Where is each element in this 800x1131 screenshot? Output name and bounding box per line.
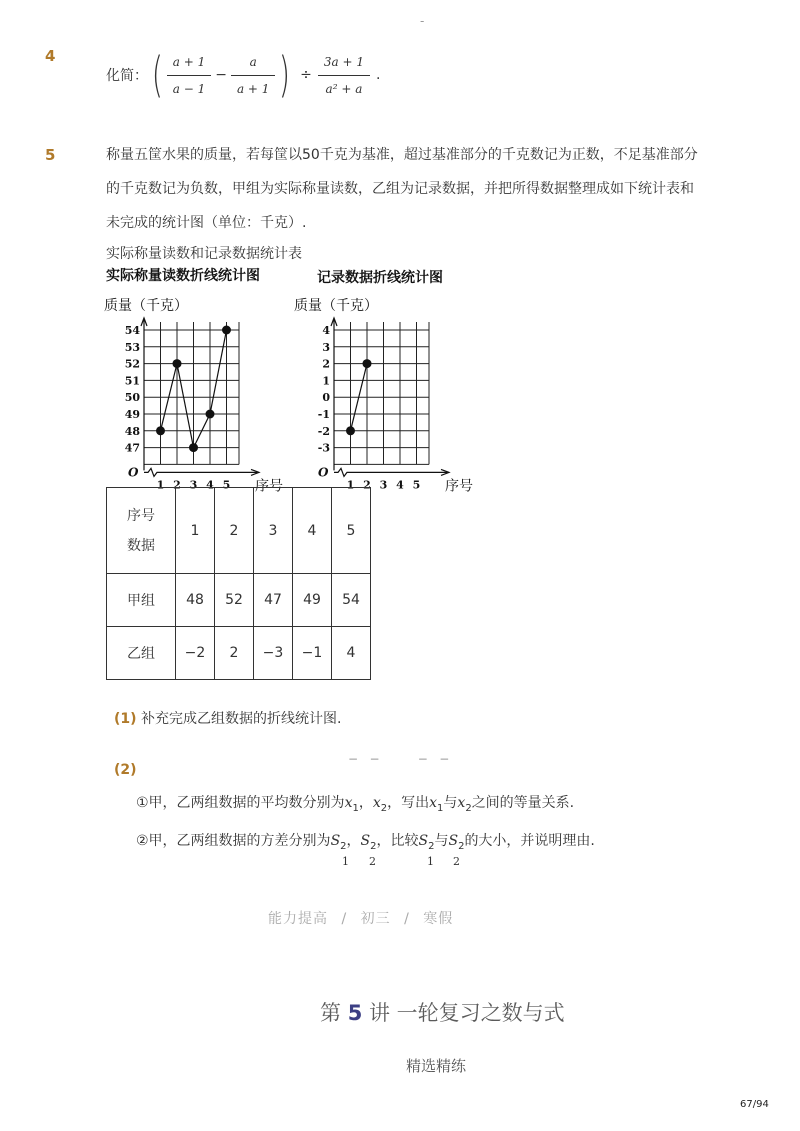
y-tick-label: 1 <box>322 374 330 388</box>
table-header-row <box>107 488 371 574</box>
chart-1-title: 实际称量读数折线统计图 <box>106 268 260 284</box>
para-line-2: 的千克数记为负数，甲组为实际称量读数，乙组为记录数据，并把所得数据整理成如下统计表和 <box>106 181 694 197</box>
crumb-ability: 能力提高 <box>268 911 328 927</box>
x-tick-label: 4 <box>396 478 404 492</box>
data-point <box>346 426 355 435</box>
y-tick-label: 0 <box>322 391 330 405</box>
table-row <box>107 574 371 627</box>
data-point <box>173 359 182 368</box>
y-tick-label: 48 <box>124 424 140 438</box>
table-cell: 2 <box>215 627 254 680</box>
y-axis-label: 质量（千克） <box>104 298 188 314</box>
y-axis-label: 质量（千克） <box>294 298 378 314</box>
row-label-jia: 甲组 <box>107 574 176 627</box>
question-number-5: 5 <box>45 146 56 164</box>
chart-recorded-data <box>290 292 473 495</box>
table-cell: −1 <box>293 627 332 680</box>
origin-label: O <box>128 465 139 480</box>
lecture-title: 第 5 讲 一轮复习之数与式 <box>320 1001 565 1025</box>
data-point <box>206 410 215 419</box>
data-point <box>156 426 165 435</box>
table-caption: 实际称量读数和记录数据统计表 <box>106 246 302 262</box>
y-tick-label: -2 <box>317 424 330 438</box>
x-tick-label: 2 <box>173 478 181 492</box>
crumb-term: 寒假 <box>423 911 454 927</box>
sub-number-1: (1) <box>114 711 137 727</box>
y-tick-label: 49 <box>124 408 140 421</box>
x-tick-label: 5 <box>412 478 421 492</box>
page-number: 67/94 <box>740 1099 769 1110</box>
table-cell: −3 <box>254 627 293 680</box>
x-tick-label: 1 <box>346 478 355 492</box>
overbar-marks: − − − − <box>348 752 450 766</box>
fraction-1: $\frac{a + 1}{a - 1}$ <box>167 55 211 96</box>
right-paren: ) <box>279 47 291 103</box>
table-cell: 52 <box>215 574 254 627</box>
x-axis <box>144 468 257 476</box>
fraction-2: $\frac{a}{a + 1}$ <box>231 55 275 96</box>
section-subtitle: 精选精练 <box>406 1057 467 1075</box>
statistics-table <box>106 487 371 680</box>
x-tick-label: 2 <box>363 478 371 492</box>
origin-label: O <box>318 465 329 480</box>
x-axis-label: 序号 <box>445 478 473 495</box>
breadcrumb: 能力提高 / 初三 / 寒假 <box>268 911 454 927</box>
y-tick-label: 50 <box>124 391 140 405</box>
x-tick-label: 1 <box>156 478 165 492</box>
table-cell: 47 <box>254 574 293 627</box>
y-tick-label: 53 <box>124 340 140 354</box>
x-tick-label: 3 <box>189 478 198 492</box>
y-tick-label: 54 <box>124 324 140 337</box>
x-axis <box>334 468 447 476</box>
y-tick-label: 2 <box>322 357 330 371</box>
para-line-1: 称量五筐水果的质量，若每筐以50千克为基准，超过基准部分的千克数记为正数，不足基准部分 <box>106 147 698 163</box>
crumb-grade: 初三 <box>360 911 391 927</box>
table-cell: 48 <box>176 574 215 627</box>
data-point <box>222 326 231 335</box>
y-tick-label: 47 <box>124 441 140 455</box>
data-point <box>363 359 372 368</box>
table-corner-cell: 序号 数据 <box>107 488 176 574</box>
table-cell: 54 <box>332 574 371 627</box>
col-header-4: 4 <box>293 488 332 574</box>
col-header-5: 5 <box>332 488 371 574</box>
y-tick-label: 4 <box>322 324 330 337</box>
chart-2-title: 记录数据折线统计图 <box>317 270 443 286</box>
col-header-3: 3 <box>254 488 293 574</box>
x-tick-label: 4 <box>206 478 214 492</box>
y-tick-label: -1 <box>317 408 330 421</box>
x-axis-label: 序号 <box>255 478 283 495</box>
period: . <box>376 67 381 83</box>
sub-item-2: ②甲，乙两组数据的方差分别为$S_2$，$S_2$，比较$S_2$与$S_2$的大小，并说明理由. <box>136 833 595 852</box>
y-tick-label: 51 <box>124 374 140 388</box>
sub-question-1-text: 补充完成乙组数据的折线统计图. <box>141 711 342 727</box>
sub-item-1: ①甲，乙两组数据的平均数分别为$x_1$，$x_2$，写出$x_1$与$x_2$之间的等量关系. <box>136 795 575 814</box>
question-number-4: 4 <box>45 47 56 65</box>
x-tick-label: 5 <box>222 478 231 492</box>
para-line-3: 未完成的统计图（单位：千克）. <box>106 215 307 231</box>
divide-sign: ÷ <box>300 67 312 83</box>
top-mark: - <box>420 14 425 28</box>
y-tick-label: -3 <box>317 441 330 455</box>
col-header-1: 1 <box>176 488 215 574</box>
chart-actual-readings <box>100 292 283 495</box>
data-point <box>189 443 198 452</box>
col-header-2: 2 <box>215 488 254 574</box>
simplify-label: 化简： <box>106 68 148 84</box>
left-paren: ( <box>151 47 163 103</box>
table-cell: 4 <box>332 627 371 680</box>
row-label-yi: 乙组 <box>107 627 176 680</box>
x-tick-label: 3 <box>379 478 388 492</box>
question-5-paragraph <box>106 138 746 240</box>
sub-question-1 <box>114 708 341 728</box>
y-tick-label: 52 <box>124 357 140 371</box>
sub-number-2: (2) <box>114 762 137 778</box>
question-4-expression <box>106 40 380 110</box>
y-tick-label: 3 <box>322 340 330 354</box>
table-row <box>107 627 371 680</box>
table-cell: 49 <box>293 574 332 627</box>
table-cell: −2 <box>176 627 215 680</box>
fraction-3: $\frac{3a + 1}{\text{a² + a}}$ <box>318 55 370 96</box>
minus-sign: − <box>215 67 227 83</box>
